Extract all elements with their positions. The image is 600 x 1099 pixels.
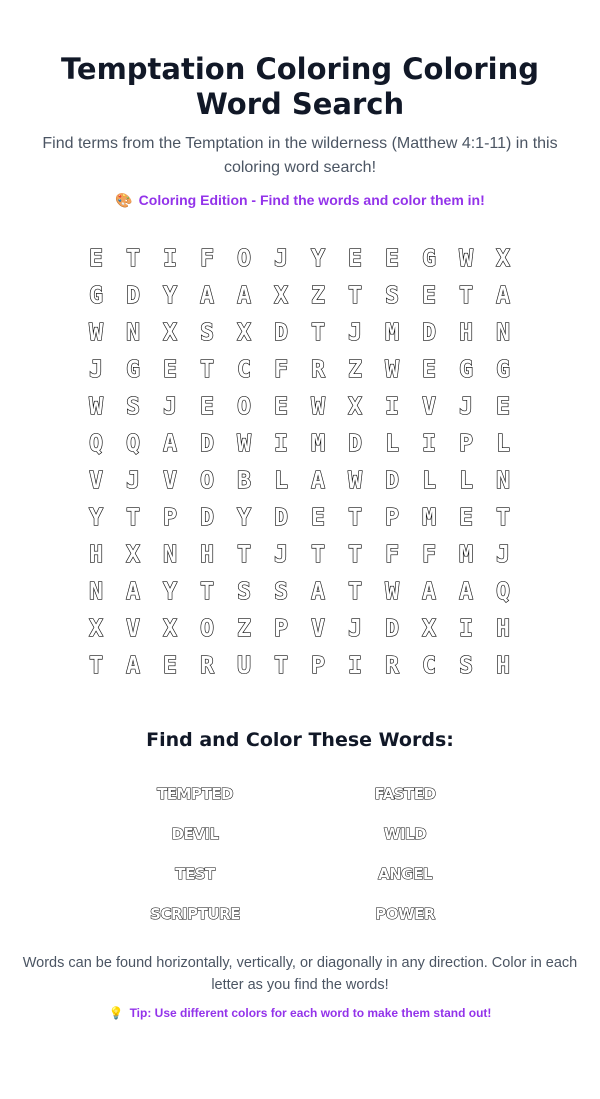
- grid-letter[interactable]: M: [311, 430, 325, 457]
- lightbulb-icon: 💡: [108, 1006, 124, 1020]
- grid-letter[interactable]: E: [459, 504, 473, 531]
- grid-letter[interactable]: E: [311, 504, 325, 531]
- grid-letter[interactable]: G: [459, 356, 473, 383]
- grid-letter[interactable]: S: [126, 393, 140, 420]
- grid-letter[interactable]: D: [422, 319, 436, 346]
- grid-letter[interactable]: M: [385, 319, 399, 346]
- grid-letter[interactable]: I: [422, 430, 436, 457]
- grid-letter[interactable]: E: [200, 393, 214, 420]
- grid-letter[interactable]: W: [89, 393, 103, 420]
- word-list-item: WILD: [383, 825, 427, 843]
- grid-letter[interactable]: B: [237, 467, 251, 494]
- grid-letter[interactable]: Z: [348, 356, 362, 383]
- grid-letter[interactable]: A: [126, 578, 140, 605]
- grid-letter[interactable]: X: [422, 615, 436, 642]
- grid-letter[interactable]: D: [274, 504, 288, 531]
- grid-letter[interactable]: A: [422, 578, 436, 605]
- grid-letter[interactable]: P: [385, 504, 399, 531]
- word-list-item: POWER: [375, 905, 435, 923]
- grid-letter[interactable]: T: [459, 282, 473, 309]
- grid-letter[interactable]: S: [274, 578, 288, 605]
- grid-letter[interactable]: E: [89, 245, 103, 272]
- grid-letter[interactable]: E: [385, 245, 399, 272]
- word-list-item: FASTED: [374, 785, 436, 803]
- grid-letter[interactable]: E: [163, 652, 177, 679]
- grid-letter[interactable]: P: [311, 652, 325, 679]
- grid-letter[interactable]: E: [274, 393, 288, 420]
- word-list-item: ANGEL: [378, 865, 432, 883]
- grid-letter[interactable]: A: [163, 430, 177, 457]
- grid-letter[interactable]: Q: [126, 430, 140, 457]
- grid-letter[interactable]: V: [163, 467, 177, 494]
- grid-letter[interactable]: Y: [237, 504, 251, 531]
- grid-letter[interactable]: Y: [163, 282, 177, 309]
- grid-letter[interactable]: C: [237, 356, 251, 383]
- grid-letter[interactable]: I: [385, 393, 399, 420]
- grid-letter[interactable]: V: [126, 615, 140, 642]
- grid-letter[interactable]: O: [200, 615, 214, 642]
- grid-letter[interactable]: T: [311, 541, 325, 568]
- tip-banner: [0, 1004, 600, 1022]
- grid-letter[interactable]: D: [274, 319, 288, 346]
- grid-letter[interactable]: G: [126, 356, 140, 383]
- grid-letter[interactable]: G: [89, 282, 103, 309]
- grid-letter[interactable]: A: [311, 467, 325, 494]
- tip-text: Tip: Use different colors for each word to make them stand out!: [129, 1006, 492, 1020]
- grid-letter[interactable]: J: [126, 467, 140, 494]
- grid-letter[interactable]: J: [348, 615, 362, 642]
- grid-letter[interactable]: N: [89, 578, 103, 605]
- grid-letter[interactable]: P: [459, 430, 473, 457]
- grid-letter[interactable]: R: [311, 356, 325, 383]
- grid-letter[interactable]: Y: [89, 504, 103, 531]
- grid-letter[interactable]: O: [237, 393, 251, 420]
- grid-letter[interactable]: L: [459, 467, 473, 494]
- grid-letter[interactable]: W: [385, 578, 399, 605]
- grid-letter[interactable]: T: [348, 282, 362, 309]
- grid-letter[interactable]: T: [348, 541, 362, 568]
- grid-letter[interactable]: O: [237, 245, 251, 272]
- grid-letter[interactable]: G: [496, 356, 510, 383]
- grid-letter[interactable]: L: [496, 430, 510, 457]
- grid-letter[interactable]: W: [89, 319, 103, 346]
- grid-letter[interactable]: I: [348, 652, 362, 679]
- grid-letter[interactable]: H: [496, 615, 510, 642]
- grid-letter[interactable]: J: [348, 319, 362, 346]
- grid-letter[interactable]: I: [459, 615, 473, 642]
- grid-letter[interactable]: U: [237, 652, 251, 679]
- grid-letter[interactable]: T: [89, 652, 103, 679]
- page-title: Temptation Coloring Coloring Word Search: [60, 52, 539, 121]
- word-list: [90, 774, 510, 934]
- grid-letter[interactable]: J: [459, 393, 473, 420]
- grid-letter[interactable]: Y: [311, 245, 325, 272]
- grid-letter[interactable]: L: [385, 430, 399, 457]
- grid-letter[interactable]: X: [89, 615, 103, 642]
- grid-letter[interactable]: X: [163, 615, 177, 642]
- grid-letter[interactable]: E: [422, 282, 436, 309]
- grid-letter[interactable]: Q: [496, 578, 510, 605]
- grid-letter[interactable]: J: [274, 245, 288, 272]
- grid-letter[interactable]: N: [163, 541, 177, 568]
- grid-letter[interactable]: T: [311, 319, 325, 346]
- grid-letter[interactable]: D: [385, 467, 399, 494]
- grid-letter[interactable]: F: [385, 541, 399, 568]
- word-list-heading: Find and Color These Words:: [146, 729, 454, 751]
- page-subtitle: Find terms from the Temptation in the wilderness (Matthew 4:1-11) in this coloring word search!: [42, 135, 558, 176]
- instructions-text: Words can be found horizontally, vertically, or diagonally in any direction. Color in each letter as you find the words!: [22, 955, 578, 993]
- grid-letter[interactable]: T: [348, 504, 362, 531]
- grid-letter[interactable]: T: [496, 504, 510, 531]
- grid-letter[interactable]: J: [496, 541, 510, 568]
- grid-letter[interactable]: A: [237, 282, 251, 309]
- grid-letter[interactable]: W: [385, 356, 399, 383]
- grid-letter[interactable]: F: [274, 356, 288, 383]
- grid-letter[interactable]: X: [126, 541, 140, 568]
- grid-letter[interactable]: N: [496, 319, 510, 346]
- grid-letter[interactable]: W: [348, 467, 362, 494]
- grid-letter[interactable]: H: [89, 541, 103, 568]
- word-list-item: SCRIPTURE: [150, 905, 240, 923]
- grid-letter[interactable]: M: [422, 504, 436, 531]
- grid-letter[interactable]: V: [89, 467, 103, 494]
- grid-letter[interactable]: R: [385, 652, 399, 679]
- grid-letter[interactable]: X: [274, 282, 288, 309]
- grid-letter[interactable]: C: [422, 652, 436, 679]
- grid-letter[interactable]: F: [200, 245, 214, 272]
- grid-letter[interactable]: A: [200, 282, 214, 309]
- grid-letter[interactable]: Z: [311, 282, 325, 309]
- grid-letter[interactable]: T: [200, 356, 214, 383]
- grid-letter[interactable]: M: [459, 541, 473, 568]
- grid-letter[interactable]: A: [459, 578, 473, 605]
- grid-letter[interactable]: H: [200, 541, 214, 568]
- grid-letter[interactable]: S: [237, 578, 251, 605]
- grid-letter[interactable]: Q: [89, 430, 103, 457]
- grid-letter[interactable]: V: [311, 615, 325, 642]
- grid-letter[interactable]: J: [163, 393, 177, 420]
- grid-letter[interactable]: T: [237, 541, 251, 568]
- grid-letter[interactable]: X: [163, 319, 177, 346]
- grid-letter[interactable]: E: [422, 356, 436, 383]
- grid-letter[interactable]: T: [348, 578, 362, 605]
- grid-letter[interactable]: X: [348, 393, 362, 420]
- grid-letter[interactable]: Z: [237, 615, 251, 642]
- page: [0, 52, 600, 1022]
- grid-letter[interactable]: N: [126, 319, 140, 346]
- grid-letter[interactable]: D: [200, 430, 214, 457]
- grid-letter[interactable]: D: [200, 504, 214, 531]
- grid-letter[interactable]: T: [200, 578, 214, 605]
- grid-letter[interactable]: S: [385, 282, 399, 309]
- grid-letter[interactable]: E: [348, 245, 362, 272]
- grid-letter[interactable]: H: [459, 319, 473, 346]
- grid-letter[interactable]: W: [237, 430, 251, 457]
- grid-letter[interactable]: R: [200, 652, 214, 679]
- grid-letter[interactable]: J: [274, 541, 288, 568]
- grid-letter[interactable]: D: [126, 282, 140, 309]
- grid-letter[interactable]: G: [422, 245, 436, 272]
- grid-letter[interactable]: S: [459, 652, 473, 679]
- grid-letter[interactable]: A: [311, 578, 325, 605]
- palette-icon: 🎨: [115, 192, 133, 208]
- word-list-item: DEVIL: [171, 825, 219, 843]
- edition-text: Coloring Edition - Find the words and color them in!: [138, 192, 485, 208]
- grid-letter[interactable]: P: [274, 615, 288, 642]
- grid-letter[interactable]: T: [126, 245, 140, 272]
- grid-letter[interactable]: X: [237, 319, 251, 346]
- grid-letter[interactable]: E: [163, 356, 177, 383]
- grid-letter[interactable]: A: [496, 282, 510, 309]
- grid-letter[interactable]: T: [126, 504, 140, 531]
- grid-letter[interactable]: Y: [163, 578, 177, 605]
- grid-letter[interactable]: W: [311, 393, 325, 420]
- grid-letter[interactable]: W: [459, 245, 473, 272]
- grid-letter[interactable]: X: [496, 245, 510, 272]
- word-list-item: TEST: [175, 865, 215, 883]
- grid-letter[interactable]: O: [200, 467, 214, 494]
- grid-letter[interactable]: D: [385, 615, 399, 642]
- grid-letter[interactable]: H: [496, 652, 510, 679]
- word-search-grid: [78, 240, 523, 684]
- grid-letter[interactable]: V: [422, 393, 436, 420]
- grid-letter[interactable]: P: [163, 504, 177, 531]
- grid-letter[interactable]: N: [496, 467, 510, 494]
- grid-letter[interactable]: L: [422, 467, 436, 494]
- grid-letter[interactable]: J: [89, 356, 103, 383]
- grid-letter[interactable]: I: [163, 245, 177, 272]
- grid-letter[interactable]: A: [126, 652, 140, 679]
- grid-letter[interactable]: I: [274, 430, 288, 457]
- grid-letter[interactable]: S: [200, 319, 214, 346]
- grid-letter[interactable]: E: [496, 393, 510, 420]
- grid-letter[interactable]: D: [348, 430, 362, 457]
- grid-letter[interactable]: T: [274, 652, 288, 679]
- grid-letter[interactable]: L: [274, 467, 288, 494]
- grid-letter[interactable]: F: [422, 541, 436, 568]
- edition-banner: [0, 190, 600, 210]
- word-list-item: TEMPTED: [157, 785, 233, 803]
